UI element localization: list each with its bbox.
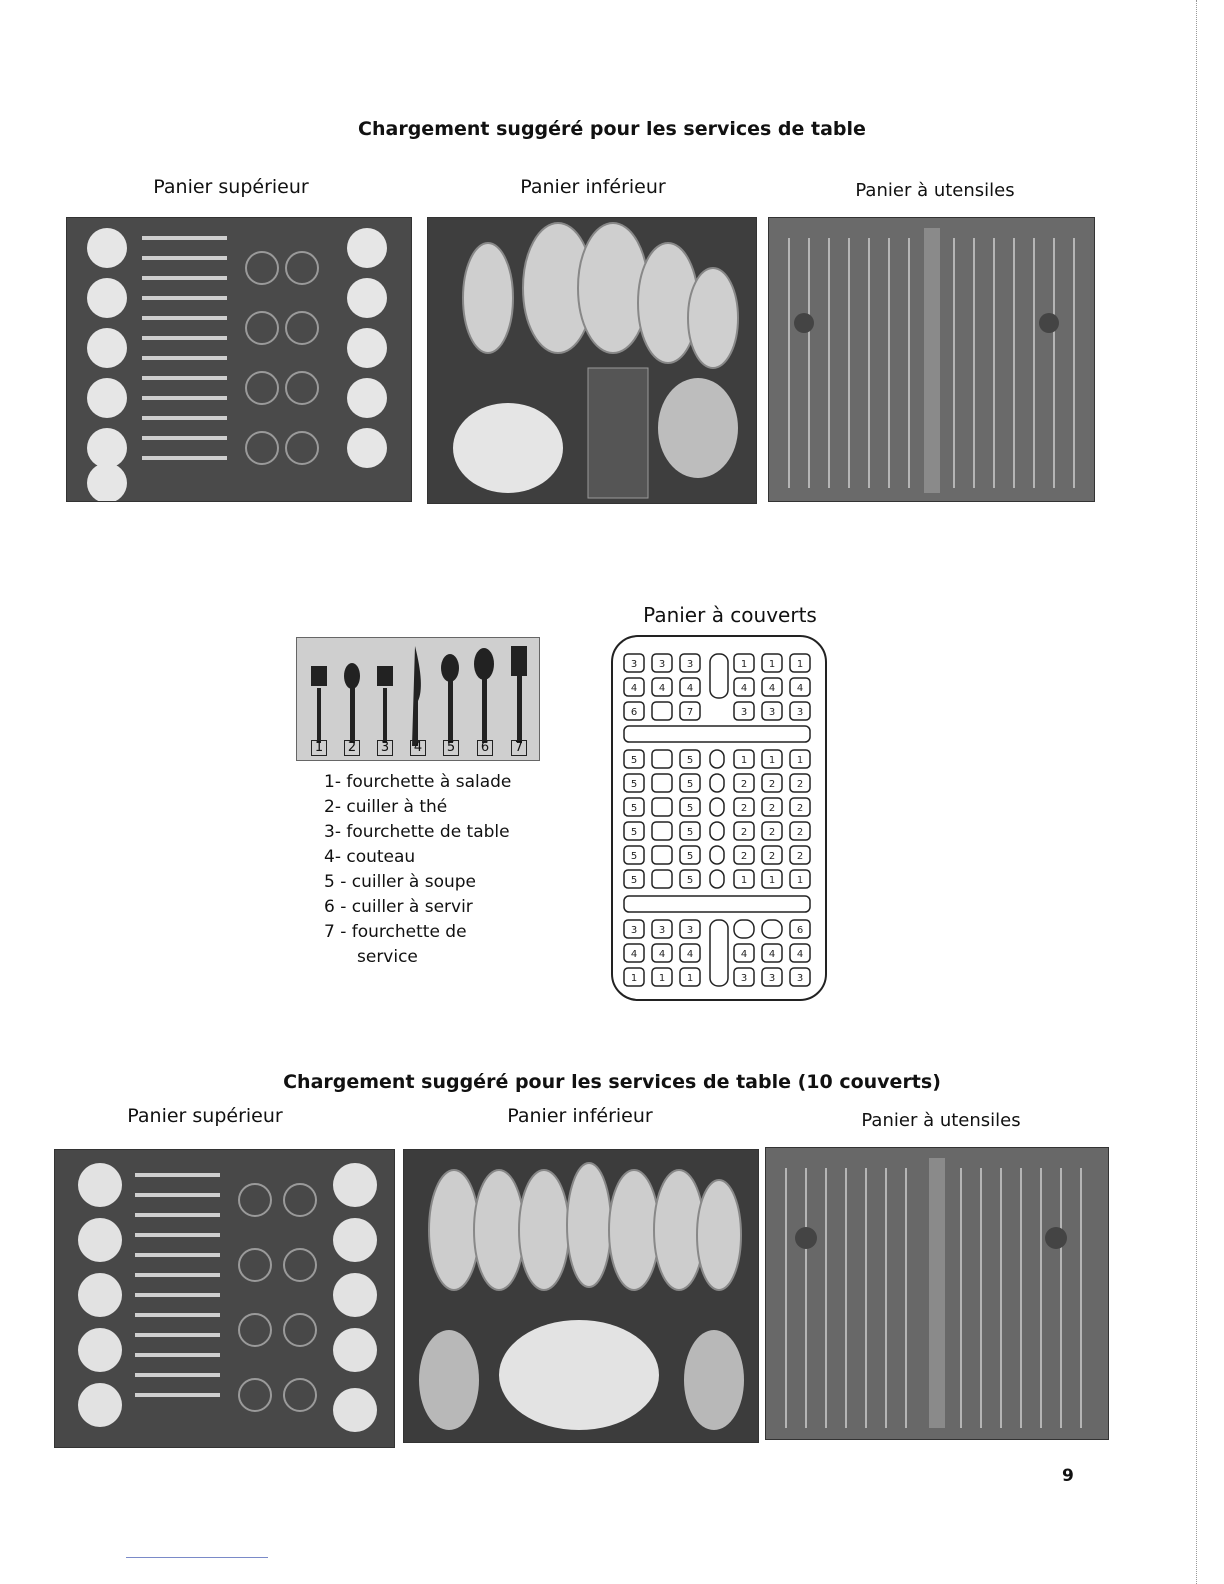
utensil-legend-strip bbox=[296, 637, 540, 761]
legend-item-7-cont: service bbox=[357, 947, 418, 967]
rack-cell-label: 3 bbox=[630, 925, 638, 936]
rack-slot bbox=[710, 870, 724, 888]
rack-cell bbox=[652, 750, 672, 768]
rack-cell-label: 5 bbox=[630, 827, 638, 838]
rack-cell-label: 1 bbox=[796, 755, 804, 766]
photo-upper-rack-2 bbox=[54, 1149, 395, 1448]
rack-cell-label: 4 bbox=[768, 949, 776, 960]
photo-upper-rack-1 bbox=[66, 217, 412, 502]
rack-cell-label: 3 bbox=[796, 707, 804, 718]
rack-cell-label: 3 bbox=[796, 973, 804, 984]
rack-slot bbox=[710, 822, 724, 840]
legend-item-1: 1- fourchette à salade bbox=[324, 772, 512, 792]
rack-cell bbox=[652, 774, 672, 792]
rack-divider-top bbox=[624, 726, 810, 742]
caption-upper-rack-2: Panier supérieur bbox=[127, 1105, 283, 1127]
footer-line bbox=[126, 1557, 268, 1558]
rack-cell-label: 1 bbox=[768, 659, 776, 670]
rack-cell-label: 3 bbox=[686, 659, 694, 670]
rack-cell bbox=[734, 920, 754, 938]
rack-cell bbox=[652, 846, 672, 864]
legend-number-4: 4 bbox=[410, 740, 426, 756]
utensil-legend-list bbox=[324, 770, 511, 970]
rack-slot bbox=[710, 654, 728, 698]
rack-cell bbox=[652, 798, 672, 816]
rack-cell-label: 2 bbox=[796, 779, 804, 790]
rack-cell bbox=[652, 822, 672, 840]
photo-utensil-rack-1 bbox=[768, 217, 1095, 502]
rack-cell-label: 2 bbox=[740, 851, 748, 862]
rack-cell-label: 1 bbox=[740, 755, 748, 766]
caption-utensil-rack-2: Panier à utensiles bbox=[861, 1110, 1021, 1131]
legend-item-6: 6 - cuiller à servir bbox=[324, 897, 473, 917]
rack-cell-label: 1 bbox=[740, 659, 748, 670]
rack-cell-label: 4 bbox=[658, 949, 666, 960]
rack-cell-label: 4 bbox=[740, 683, 748, 694]
rack-cell bbox=[652, 870, 672, 888]
rack-cell-label: 1 bbox=[740, 875, 748, 886]
rack-cell-label: 5 bbox=[630, 779, 638, 790]
legend-item-3: 3- fourchette de table bbox=[324, 822, 510, 842]
caption-utensil-rack-1: Panier à utensiles bbox=[855, 180, 1015, 201]
rack-slot bbox=[710, 798, 724, 816]
rack-cell-label: 5 bbox=[630, 803, 638, 814]
rack-cell bbox=[762, 920, 782, 938]
rack-cell-label: 4 bbox=[686, 949, 694, 960]
rack-cell-label: 3 bbox=[768, 707, 776, 718]
rack-cell-label: 3 bbox=[658, 925, 666, 936]
rack-slot bbox=[710, 846, 724, 864]
legend-number-1: 1 bbox=[311, 740, 327, 756]
rack-cell-label: 3 bbox=[740, 973, 748, 984]
rack-cell-label: 4 bbox=[740, 949, 748, 960]
rack-cell-label: 2 bbox=[740, 827, 748, 838]
rack-slot bbox=[710, 774, 724, 792]
rack-cell-label: 2 bbox=[768, 827, 776, 838]
cutlery-rack-diagram bbox=[610, 634, 828, 1008]
rack-cell-label: 4 bbox=[630, 949, 638, 960]
scan-edge bbox=[1196, 0, 1198, 1584]
photo-lower-rack-2 bbox=[403, 1149, 759, 1443]
rack-cell-label: 5 bbox=[630, 851, 638, 862]
rack-cell-label: 7 bbox=[686, 707, 694, 718]
rack-slot bbox=[710, 750, 724, 768]
rack-cell-label: 5 bbox=[686, 755, 694, 766]
rack-cell-label: 3 bbox=[630, 659, 638, 670]
legend-number-2: 2 bbox=[344, 740, 360, 756]
legend-number-5: 5 bbox=[443, 740, 459, 756]
rack-cell-label: 3 bbox=[768, 973, 776, 984]
rack-cell-label: 3 bbox=[740, 707, 748, 718]
rack-cell-label: 1 bbox=[686, 973, 694, 984]
rack-cell-label: 2 bbox=[768, 779, 776, 790]
legend-item-7: 7 - fourchette de bbox=[324, 922, 467, 942]
rack-cell-label: 4 bbox=[658, 683, 666, 694]
rack-cell-label: 4 bbox=[686, 683, 694, 694]
legend-number-3: 3 bbox=[377, 740, 393, 756]
rack-cell-label: 5 bbox=[630, 875, 638, 886]
photo-lower-rack-1 bbox=[427, 217, 757, 504]
rack-divider-bottom bbox=[624, 896, 810, 912]
rack-cell-label: 2 bbox=[796, 851, 804, 862]
rack-cell-label: 5 bbox=[630, 755, 638, 766]
rack-cell-label: 2 bbox=[796, 803, 804, 814]
section1-heading: Chargement suggéré pour les services de table bbox=[358, 118, 866, 140]
rack-cell bbox=[652, 702, 672, 720]
caption-upper-rack-1: Panier supérieur bbox=[153, 176, 309, 198]
legend-number-7: 7 bbox=[511, 740, 527, 756]
rack-cell-label: 5 bbox=[686, 875, 694, 886]
rack-cell-label: 3 bbox=[658, 659, 666, 670]
rack-cell-label: 2 bbox=[768, 803, 776, 814]
rack-cell-label: 6 bbox=[796, 925, 804, 936]
rack-cell-label: 4 bbox=[796, 683, 804, 694]
legend-item-2: 2- cuiller à thé bbox=[324, 797, 448, 817]
rack-title: Panier à couverts bbox=[643, 603, 817, 627]
caption-lower-rack-2: Panier inférieur bbox=[507, 1105, 653, 1127]
rack-cell-label: 5 bbox=[686, 851, 694, 862]
rack-cell-label: 5 bbox=[686, 827, 694, 838]
rack-cell-label: 1 bbox=[796, 659, 804, 670]
photo-utensil-rack-2 bbox=[765, 1147, 1109, 1440]
rack-cell-label: 1 bbox=[768, 875, 776, 886]
rack-cell-label: 4 bbox=[630, 683, 638, 694]
rack-cell-label: 5 bbox=[686, 803, 694, 814]
legend-item-5: 5 - cuiller à soupe bbox=[324, 872, 477, 892]
rack-cell-label: 4 bbox=[796, 949, 804, 960]
rack-cell-label: 2 bbox=[768, 851, 776, 862]
legend-item-4: 4- couteau bbox=[324, 847, 416, 867]
rack-cell-label: 3 bbox=[686, 925, 694, 936]
caption-lower-rack-1: Panier inférieur bbox=[520, 176, 666, 198]
rack-cell-label: 6 bbox=[630, 707, 638, 718]
section2-heading: Chargement suggéré pour les services de table (10 couverts) bbox=[283, 1071, 941, 1093]
rack-cell-label: 1 bbox=[658, 973, 666, 984]
rack-cell-label: 5 bbox=[686, 779, 694, 790]
page-number: 9 bbox=[1062, 1466, 1074, 1486]
rack-cell-label: 4 bbox=[768, 683, 776, 694]
rack-cell-label: 2 bbox=[740, 779, 748, 790]
rack-slot bbox=[710, 920, 728, 986]
legend-number-6: 6 bbox=[477, 740, 493, 756]
rack-cell-label: 1 bbox=[796, 875, 804, 886]
rack-cell-label: 1 bbox=[768, 755, 776, 766]
rack-cell-label: 2 bbox=[796, 827, 804, 838]
rack-cell-label: 1 bbox=[630, 973, 638, 984]
rack-cell-label: 2 bbox=[740, 803, 748, 814]
